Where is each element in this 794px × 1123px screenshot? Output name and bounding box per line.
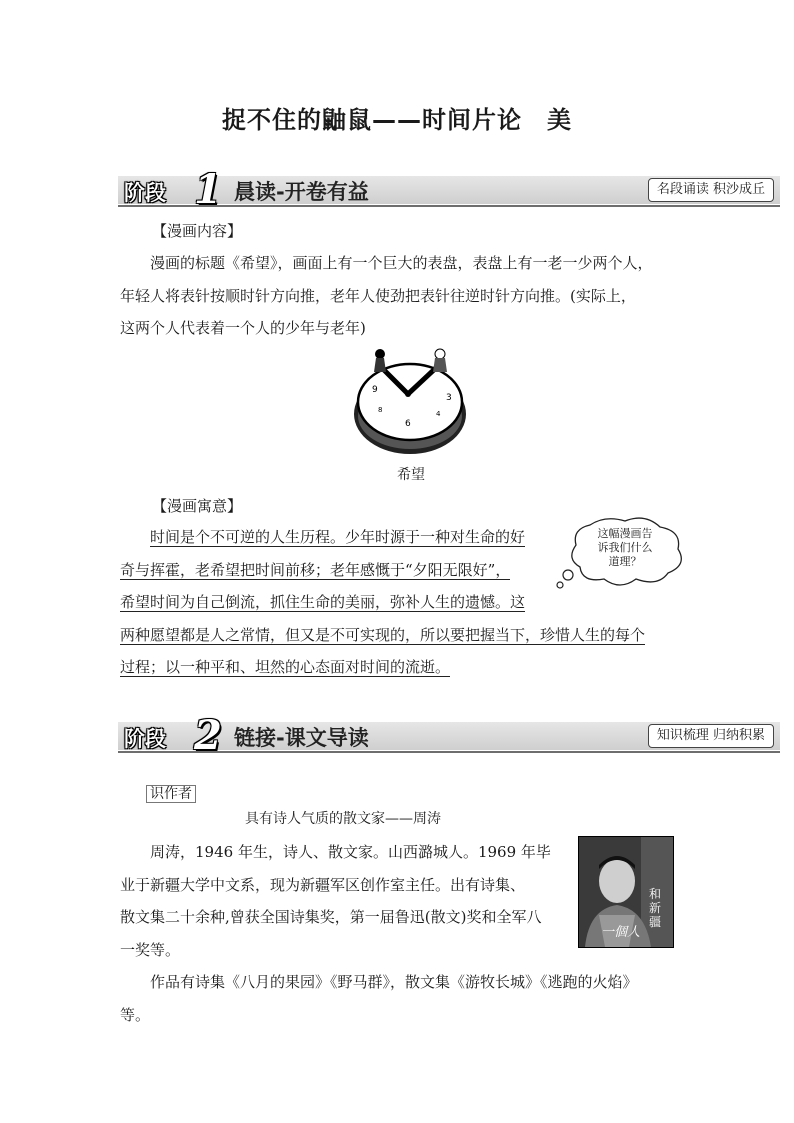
author-works-line: 作品有诗集《八月的果园》《野马群》，散文集《游牧长城》《逃跑的火焰》 — [150, 973, 638, 991]
comic-meaning-line: 两种愿望都是人之常情，但又是不可实现的，所以要把握当下，珍惜人生的每个 — [120, 625, 646, 644]
thought-bubble-text — [580, 527, 670, 569]
author-box-label — [146, 783, 196, 803]
comic-meaning-line: 奇与挥霍，老希望把时间前移；老年感慨于“夕阳无限好”， — [120, 560, 511, 579]
bubble-line: 这幅漫画告 — [597, 527, 653, 540]
stage-number: 2 — [194, 712, 222, 759]
author-works — [120, 966, 680, 1031]
comic-content-line: 漫画的标题《希望》，画面上有一个巨大的表盘，表盘上有一老一少两个人， — [150, 254, 653, 272]
comic-content-line: 年轻人将表针按顺时针方向推，老年人使劲把表针往逆时针方向推。(实际上， — [120, 286, 636, 305]
svg-text:3: 3 — [446, 393, 452, 403]
comic-content-text — [120, 247, 680, 345]
svg-text:4: 4 — [436, 410, 441, 418]
stage-label: 阶段 — [124, 727, 166, 751]
stage-tag: 名段诵读 积沙成丘 — [648, 178, 774, 202]
author-photo — [578, 836, 674, 948]
svg-text:6: 6 — [405, 419, 411, 429]
bubble-line: 道理？ — [608, 555, 642, 568]
author-label-text: 识作者 — [146, 785, 196, 803]
clock-cartoon-illustration — [350, 344, 470, 459]
stage-2-header — [118, 712, 780, 759]
stage-tag: 知识梳理 归纳积累 — [648, 724, 774, 748]
author-bio-line: 一奖等。 — [120, 940, 181, 959]
comic-meaning-line: 时间是个不可逆的人生历程。少年时源于一种对生命的好 — [150, 528, 526, 546]
comic-caption: 希望 — [397, 467, 425, 483]
page-title: 捉不住的鼬鼠——时间片论 美 — [222, 106, 572, 134]
author-works-line: 等。 — [120, 1005, 151, 1024]
author-bio-line: 周涛，1946 年生，诗人、散文家。山西潞城人。1969 年毕 — [150, 843, 551, 861]
comic-meaning-line: 希望时间为自己倒流，抓住生命的美丽，弥补人生的遗憾。这 — [120, 593, 526, 611]
comic-meaning-line: 过程；以一种平和、坦然的心态面对时间的流逝。 — [120, 658, 451, 676]
comic-meaning-heading: 【漫画寓意】 — [152, 497, 243, 515]
author-bio-line: 散文集二十余种,曾获全国诗集奖，第一届鲁迅(散文)奖和全军八 — [120, 908, 542, 926]
photo-overlay-text: 一個人 — [601, 925, 641, 940]
comic-content-heading: 【漫画内容】 — [152, 222, 243, 240]
svg-text:9: 9 — [372, 385, 378, 395]
stage-title: 链接-课文导读 — [234, 726, 369, 750]
stage-label: 阶段 — [124, 181, 166, 205]
comic-content-line: 这两个人代表着一个人的少年与老年) — [120, 319, 366, 337]
author-subtitle: 具有诗人气质的散文家——周涛 — [245, 811, 441, 827]
stage-number: 1 — [194, 166, 222, 213]
author-bio-line: 业于新疆大学中文系，现为新疆军区创作室主任。出有诗集、 — [120, 875, 526, 894]
author-bio — [120, 836, 580, 966]
stage-title: 晨读-开卷有益 — [234, 180, 369, 204]
photo-overlay-text: 和新疆 — [649, 887, 662, 929]
svg-text:8: 8 — [378, 406, 383, 414]
bubble-line: 诉我们什么 — [597, 541, 653, 554]
stage-1-header — [118, 166, 780, 213]
